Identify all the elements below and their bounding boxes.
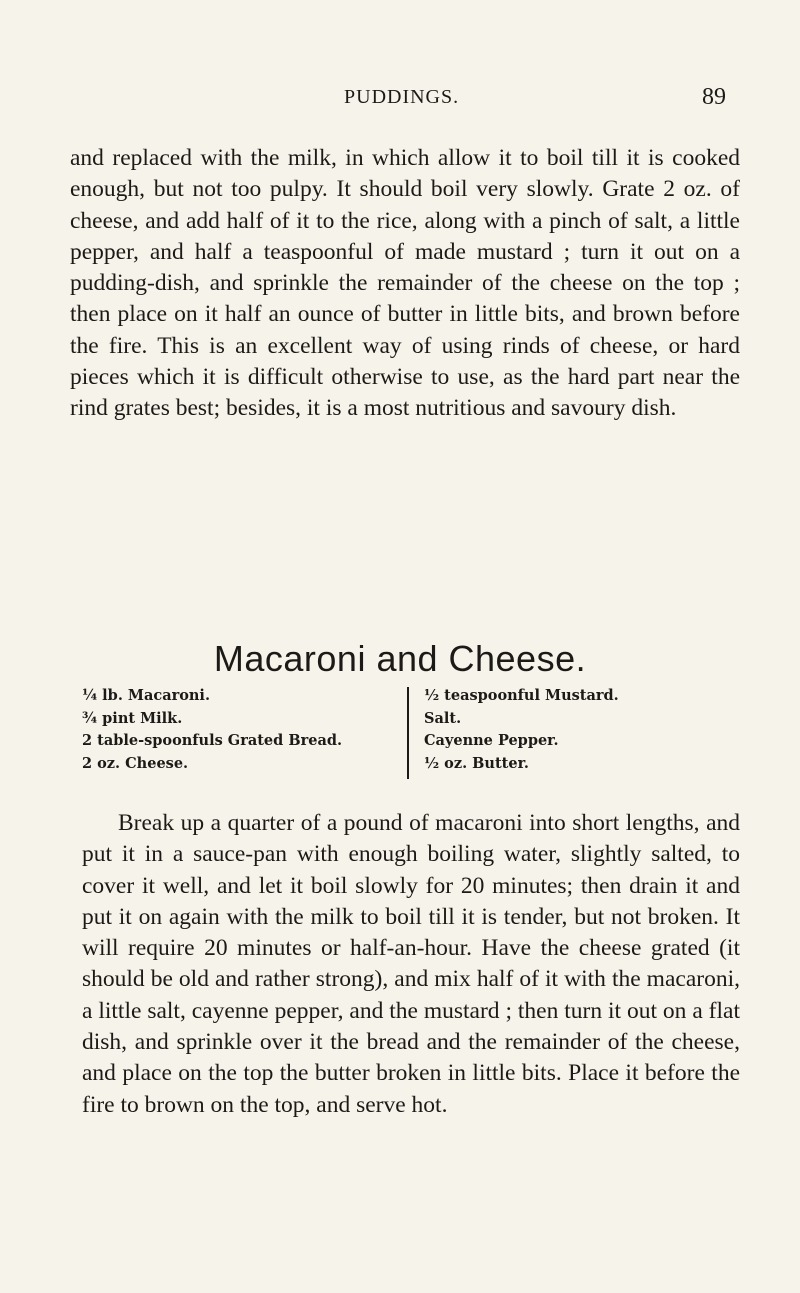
ingredients-right-column	[424, 685, 744, 775]
ingredient-item: Salt.	[424, 709, 462, 727]
ingredients-list	[82, 685, 742, 795]
recipe-method: Break up a quarter of a pound of macaroni into short lengths, and put it in a sauce-pan with enough boiling water, slightly salted, to cover it well, and let it boil slowly for 20 minutes; then drain it and put it on again with the milk to boil till it is tender, but not broken. It will require 20 minutes or half-an-hour. Have the cheese grated (it should be old and rather strong), and mix half of it with the macaroni, a little salt, cayenne pepper, and the mustard ; then turn it out on a flat dish, and sprinkle over it the bread and the remainder of the cheese, and place on the top the butter broken in little bits. Place it before the fire to brown on the top, and serve hot.	[82, 810, 740, 1118]
ingredient-item: 2 table-spoonfuls Grated Bread.	[82, 732, 343, 749]
running-head	[0, 86, 800, 116]
ingredient-item: ¼ lb. Macaroni.	[82, 687, 210, 704]
ingredient-item: 2 oz. Cheese.	[82, 754, 189, 772]
column-divider	[407, 687, 409, 779]
ingredient-item: ½ teaspoonful Mustard.	[424, 687, 619, 704]
ingredient-item: Cayenne Pepper.	[424, 732, 559, 749]
page-number: 89	[702, 84, 726, 110]
ingredients-left-column	[82, 685, 397, 775]
running-title: PUDDINGS.	[344, 86, 460, 108]
paragraph-continuation: and replaced with the milk, in which allow it to boil till it is cooked enough, but not too pulpy. It should boil very slowly. Grate 2 oz. of cheese, and add half of it to the rice, along with a pinch of salt, a little pepper, and half a teaspoonful of made mustard ; turn it out on a pudding-dish, and sprinkle the remainder of the cheese on the top ; then place on it half an ounce of butter in little bits, and brown before the fire. This is an excellent way of using rinds of cheese, or hard pieces which it is difficult otherwise to use, as the hard part near the rind grates best; besides, it is a most nutritious and savoury dish.	[70, 145, 740, 422]
ingredient-item: ¾ pint Milk.	[82, 709, 183, 727]
ingredient-item: ½ oz. Butter.	[424, 754, 529, 772]
recipe-title: Macaroni and Cheese.	[213, 638, 587, 679]
